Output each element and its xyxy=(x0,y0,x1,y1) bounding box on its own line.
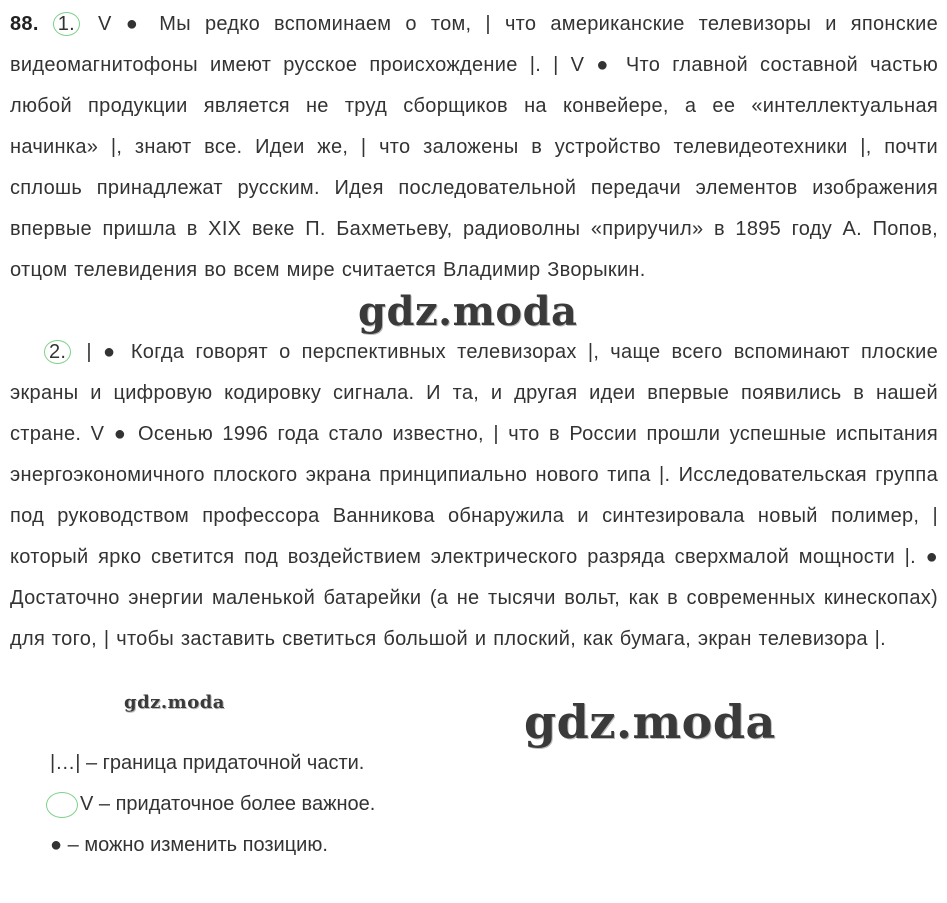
exercise-number: 88. xyxy=(10,13,39,35)
watermark-logo-large: gdz.moda xyxy=(524,695,776,749)
legend-important-text: V – придаточное более важное. xyxy=(80,793,376,815)
paragraph-part-2 xyxy=(10,332,938,660)
paragraph-part-1 xyxy=(10,4,938,291)
legend-circle-icon xyxy=(46,792,78,818)
watermark-logo: gdz.moda xyxy=(358,288,578,335)
legend-important xyxy=(46,784,375,825)
part-2-text: | ● Когда говорят о перспективных телевизорах |, чаще всего вспоминают плоские экраны и цифровую кодировку сигнала. И та, и другая идеи впервые появились в нашей стране. V ● Осенью 1996 года стало известно, | что в России прошли успешные испытания энергоэкономичного плоского экрана принципиально нового типа |. Исследовательская группа под руководством профессора Ванникова обнаружила и синтезировала новый полимер, | который ярко светится под воздействием электрического разряда сверхмалой мощности |. ● Достаточно энергии маленькой батарейки (а не тысячи вольт, как в современных кинескопах) для того, | чтобы заставить светиться большой и плоский, как бумага, экран телевизора |. xyxy=(10,341,938,650)
legend-boundary: |…| – граница придаточной части. xyxy=(50,752,365,774)
watermark-logo-small: gdz.moda xyxy=(124,692,225,713)
part-1-text: V ● Мы редко вспоминаем о том, | что американские телевизоры и японские видеомагнитофоны имеют русское происхождение |. | V ● Что главной составной частью любой продукции является не труд сборщиков на конвейере, а ее «интеллектуальная начинка» |, знают все. Идеи же, | что заложены в устройство телевидеотехники |, почти сплошь принадлежат русским. Идея последовательной передачи элементов изображения впервые пришла в XIX веке П. Бахметьеву, радиоволны «приручил» в 1895 году А. Попов, отцом телевидения во всем мире считается Владимир Зворыкин. xyxy=(10,13,939,281)
legend-movable: ● – можно изменить позицию. xyxy=(50,834,328,856)
part-1-marker: 1. xyxy=(53,12,80,36)
part-2-marker: 2. xyxy=(44,340,71,364)
